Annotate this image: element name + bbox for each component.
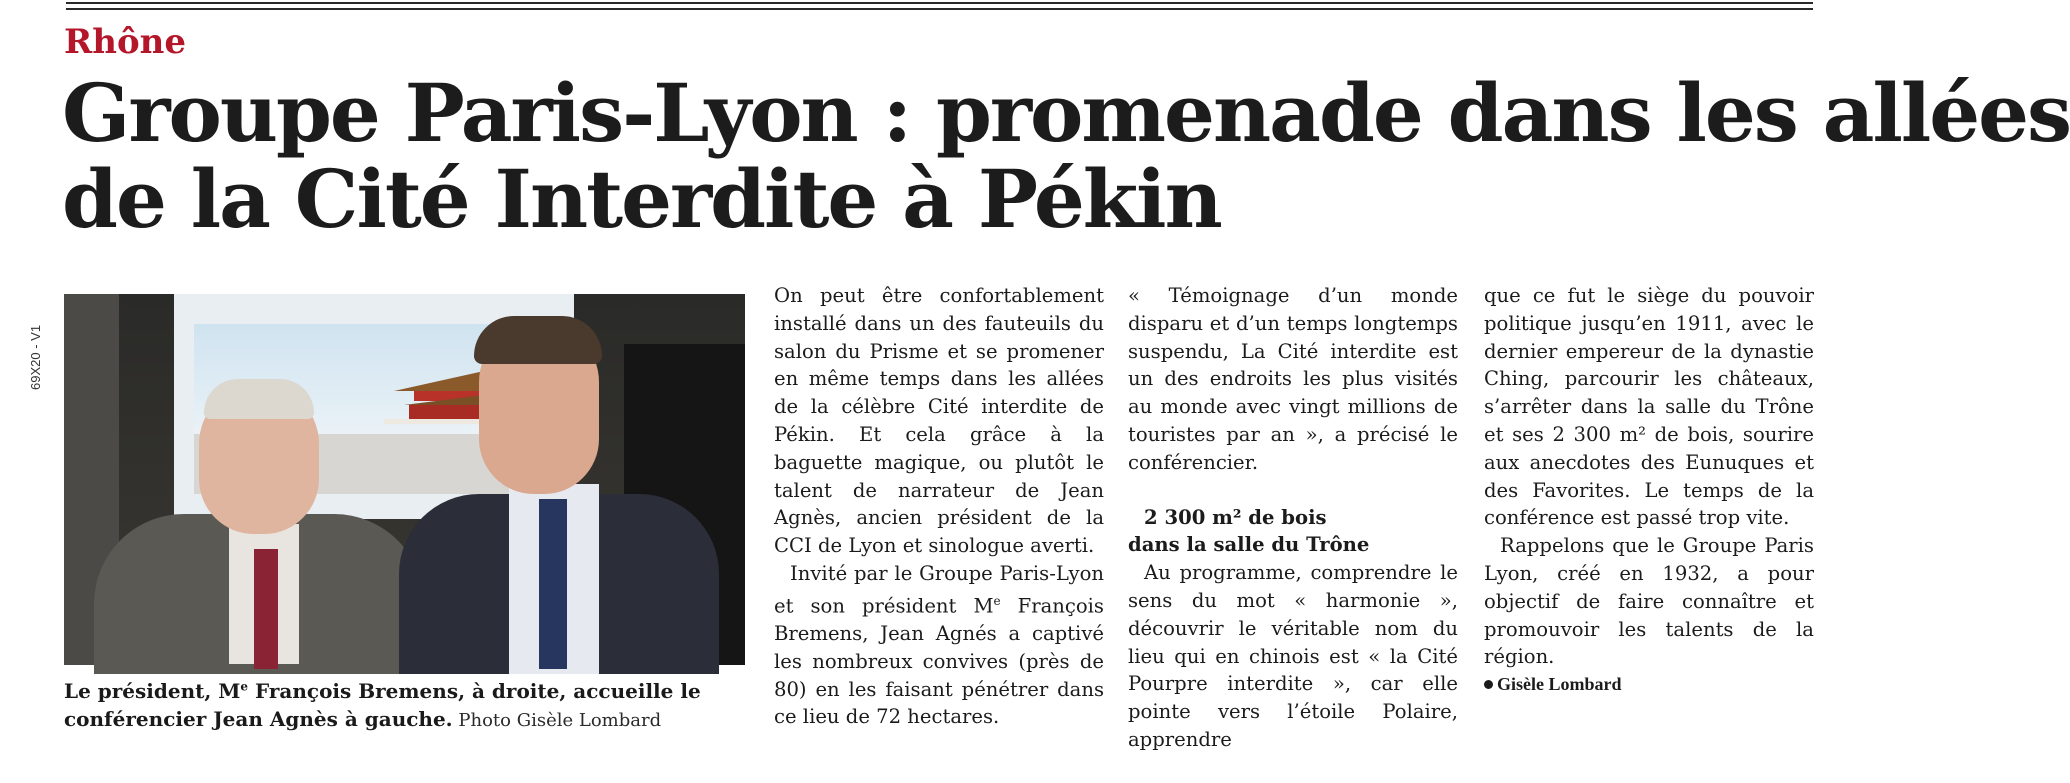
headline-line-1: Groupe Paris-Lyon : promenade dans les allées: [62, 66, 2070, 160]
photo-caption: [64, 672, 754, 735]
bullet-icon: [1484, 680, 1493, 689]
top-rule-2: [66, 8, 1813, 10]
paragraph-3: « Témoignage d’un monde disparu et d’un temps longtemps suspendu, La Cité interdite est un des endroits les plus visités au monde avec vingt millions de touristes par an », a précisé le conférencier.: [1128, 284, 1458, 474]
page-code: 69X20 - V1: [28, 324, 43, 390]
article-column-2: [1128, 282, 1458, 754]
caption-text: Le président, Me François Bremens, à droite, accueille le conférencier Jean Agnès à gauche.: [64, 678, 701, 731]
author-signature: Gisèle Lombard: [1484, 671, 1814, 699]
top-rule: [66, 2, 1813, 4]
article-column-3: [1484, 282, 1814, 699]
section-kicker: Rhône: [64, 22, 187, 62]
paragraph-6: Rappelons que le Groupe Paris Lyon, créé en 1932, a pour objectif de faire connaître et promouvoir les talents de la région.: [1484, 534, 1814, 669]
photo-credit: Photo Gisèle Lombard: [452, 709, 662, 731]
paragraph-1: On peut être confortablement installé dans un des fauteuils du salon du Prisme et se promener en même temps dans les allées de la célèbre Cité interdite de Pékin. Et cela grâce à la baguette magique, ou plutôt le talent de narrateur de Jean Agnès, ancien président de la CCI de Lyon et sinologue averti.: [774, 284, 1104, 558]
subhead: 2 300 m² de bois dans la salle du Trône: [1128, 505, 1370, 557]
headline-line-2: de la Cité Interdite à Pékin: [62, 152, 1221, 246]
article-photo: [64, 294, 745, 665]
paragraph-5: que ce fut le siège du pouvoir politique jusqu’en 1911, avec le dernier empereur de la dynastie Ching, parcourir les châteaux, s’arrêter dans la salle du Trône et ses 2 300 m² de bois, sourire aux anecdotes des Eunuques et des Favorites. Le temps de la conférence est passé trop vite.: [1484, 284, 1814, 530]
paragraph-2: Invité par le Groupe Paris-Lyon et son président Me François Bremens, Jean Agnés a captivé les nombreux convives (près de 80) en les faisant pénétrer dans ce lieu de 72 hectares.: [774, 561, 1104, 729]
headline: [62, 66, 2070, 246]
article-column-1: [774, 282, 1104, 731]
paragraph-4: Au programme, comprendre le sens du mot « harmonie », découvrir le véritable nom du lieu qui en chinois est « la Cité Pourpre interdite », car elle pointe vers l’étoile Polaire, apprendre: [1128, 561, 1458, 751]
